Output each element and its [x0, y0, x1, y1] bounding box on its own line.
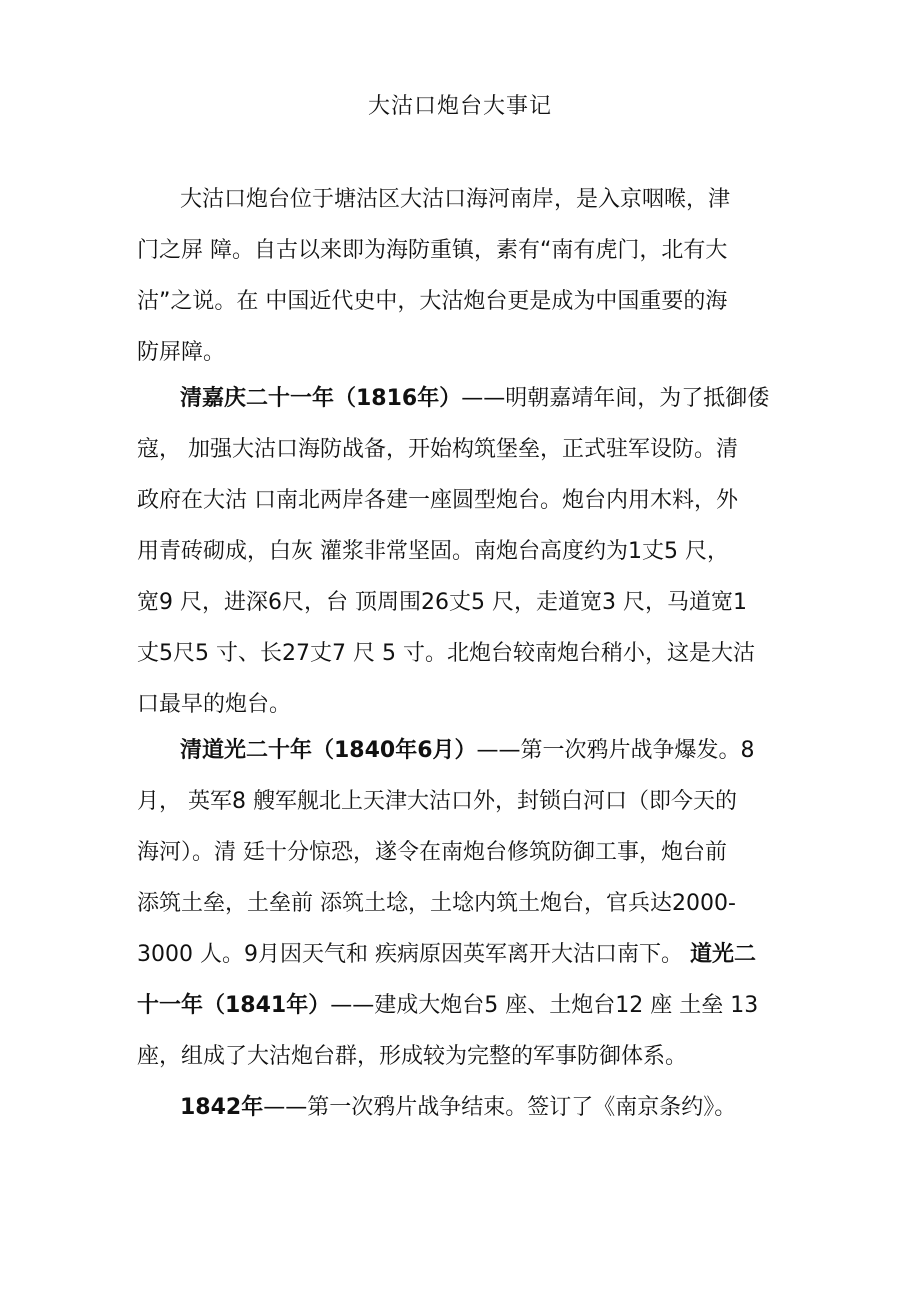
- text-line: [180, 736, 755, 766]
- bold-date-heading: 十一年（1841年）: [137, 993, 331, 1018]
- bold-date-heading: 清道光二十年（1840年6月）: [180, 738, 477, 763]
- text-segment: 沽”之说。在 中国近代史中，大沽炮台更是成为中国重要的海: [137, 289, 728, 314]
- document-title: 大沽口炮台大事记: [367, 94, 552, 119]
- text-line: [137, 588, 747, 618]
- text-segment: 添筑土垒，土垒前 添筑土埝，土埝内筑土炮台，官兵达2000-: [137, 891, 736, 916]
- text-segment: ——建成大炮台5 座、土炮台12 座 土垒 13: [330, 993, 759, 1018]
- text-segment: 宽9 尺，进深6尺，台 顶周围26丈5 尺，走道宽3 尺，马道宽1: [137, 590, 747, 615]
- text-line: [137, 787, 737, 817]
- text-line: [137, 1042, 687, 1072]
- text-segment: ——明朝嘉靖年间，为了抵御倭: [461, 386, 770, 411]
- text-line: [180, 384, 769, 414]
- text-segment: 用青砖砌成，白灰 灌浆非常坚固。南炮台高度约为1丈5 尺，: [137, 539, 729, 564]
- text-segment: 防屏障。: [137, 340, 226, 365]
- text-segment: 月， 英军8 艘军舰北上天津大沽口外，封锁白河口（即今天的: [137, 789, 737, 814]
- bold-date-heading: 清嘉庆二十一年（1816年）: [180, 386, 462, 411]
- text-segment: 丈5尺5 寸、长27丈7 尺 5 寸。北炮台较南炮台稍小，这是大沽: [137, 641, 755, 666]
- text-line: [180, 1093, 736, 1123]
- text-line: [137, 889, 736, 919]
- text-segment: ——第一次鸦片战争爆发。8: [476, 738, 755, 763]
- text-line: [137, 991, 758, 1021]
- text-segment: 门之屏 障。自古以来即为海防重镇，素有“南有虎门，北有大: [137, 238, 728, 263]
- bold-date-heading: 1842年: [180, 1095, 264, 1120]
- text-line: [137, 287, 727, 317]
- text-line: [137, 690, 291, 720]
- bold-date-heading: 道光二: [689, 942, 756, 967]
- text-segment: 政府在大沽 口南北两岸各建一座圆型炮台。炮台内用木料，外: [137, 488, 738, 513]
- text-line: [137, 940, 756, 970]
- text-segment: ——第一次鸦片战争结束。签订了《南京条约》。: [263, 1095, 737, 1120]
- text-line: [137, 236, 727, 266]
- text-line: [137, 338, 225, 368]
- text-segment: 座，组成了大沽炮台群，形成较为完整的军事防御体系。: [137, 1044, 688, 1069]
- text-segment: 3000 人。9月因天气和 疾病原因英军离开大沽口南下。: [137, 942, 690, 967]
- text-line: [137, 486, 738, 516]
- text-line: [137, 435, 738, 465]
- text-segment: 大沽口炮台位于塘沽区大沽口海河南岸，是入京咽喉，津: [180, 187, 731, 212]
- text-line: [180, 185, 730, 215]
- text-line: [137, 639, 755, 669]
- text-line: [137, 537, 729, 567]
- text-segment: 海河）。清 廷十分惊恐，遂令在南炮台修筑防御工事，炮台前: [137, 840, 727, 865]
- text-segment: 口最早的炮台。: [137, 692, 292, 717]
- text-line: [137, 838, 727, 868]
- text-segment: 寇， 加强大沽口海防战备，开始构筑堡垒，正式驻军设防。清: [137, 437, 738, 462]
